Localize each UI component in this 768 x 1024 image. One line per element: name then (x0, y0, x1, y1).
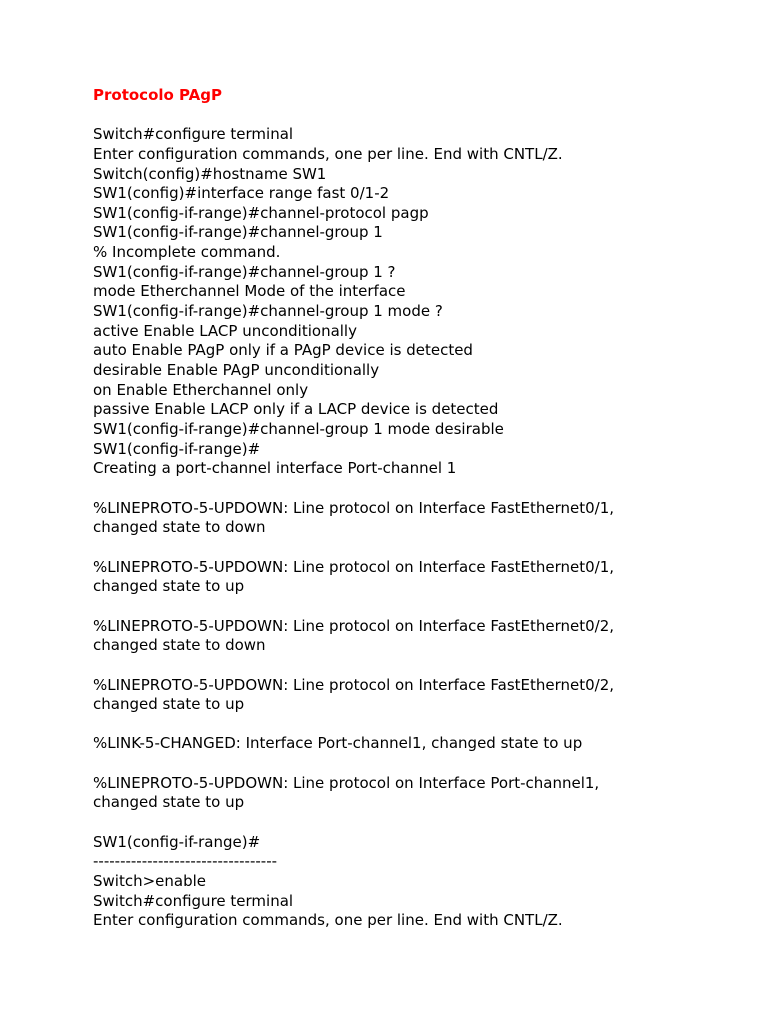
text-line: SW1(config-if-range)#channel-protocol pagp (93, 203, 429, 222)
text-line: %LINEPROTO-5-UPDOWN: Line protocol on Interface Port-channel1, (93, 773, 600, 792)
text-line: Enter configuration commands, one per line. End with CNTL/Z. (93, 911, 563, 930)
text-line: active Enable LACP unconditionally (93, 321, 357, 340)
text-line: %LINEPROTO-5-UPDOWN: Line protocol on Interface FastEthernet0/1, (93, 557, 615, 576)
blank-line (93, 597, 733, 617)
text-line: passive Enable LACP only if a LACP device is detected (93, 400, 499, 419)
text-line: SW1(config-if-range)#channel-group 1 mode ? (93, 302, 443, 321)
text-line: changed state to up (93, 695, 245, 714)
text-line: on Enable Etherchannel only (93, 380, 309, 399)
text-line: SW1(config)#interface range fast 0/1-2 (93, 184, 390, 203)
blank-line (93, 813, 733, 833)
blank-line (93, 715, 733, 735)
blank-line (93, 656, 733, 676)
text-line: changed state to up (93, 577, 245, 596)
text-line: %LINK-5-CHANGED: Interface Port-channel1, changed state to up (93, 734, 583, 753)
text-line: SW1(config-if-range)#channel-group 1 mode desirable (93, 420, 504, 439)
text-line: desirable Enable PAgP unconditionally (93, 361, 380, 380)
text-line: SW1(config-if-range)# (93, 832, 261, 851)
text-line: SW1(config-if-range)#channel-group 1 (93, 223, 383, 242)
blank-line (93, 754, 733, 774)
text-line: changed state to down (93, 636, 266, 655)
page-title: Protocolo PAgP (93, 86, 222, 104)
text-line: %LINEPROTO-5-UPDOWN: Line protocol on Interface FastEthernet0/1, (93, 498, 615, 517)
text-line: Switch(config)#hostname SW1 (93, 164, 327, 183)
text-line: SW1(config-if-range)#channel-group 1 ? (93, 262, 396, 281)
text-line: mode Etherchannel Mode of the interface (93, 282, 406, 301)
text-line: %LINEPROTO-5-UPDOWN: Line protocol on Interface FastEthernet0/2, (93, 616, 615, 635)
text-line: Switch#configure terminal (93, 125, 294, 144)
text-line: SW1(config-if-range)# (93, 439, 261, 458)
text-line: changed state to up (93, 793, 245, 812)
text-line: Switch>enable (93, 872, 207, 891)
document-body (93, 125, 733, 931)
text-line: Switch#configure terminal (93, 891, 294, 910)
blank-line (93, 479, 733, 499)
text-line: ---------------------------------- (93, 852, 278, 871)
text-line: %LINEPROTO-5-UPDOWN: Line protocol on Interface FastEthernet0/2, (93, 675, 615, 694)
blank-line (93, 538, 733, 558)
text-line: Enter configuration commands, one per line. End with CNTL/Z. (93, 144, 563, 163)
text-line: Creating a port-channel interface Port-channel 1 (93, 459, 457, 478)
document-page (93, 86, 733, 931)
text-line: changed state to down (93, 518, 266, 537)
text-line: % Incomplete command. (93, 243, 281, 262)
text-line: auto Enable PAgP only if a PAgP device is detected (93, 341, 473, 360)
